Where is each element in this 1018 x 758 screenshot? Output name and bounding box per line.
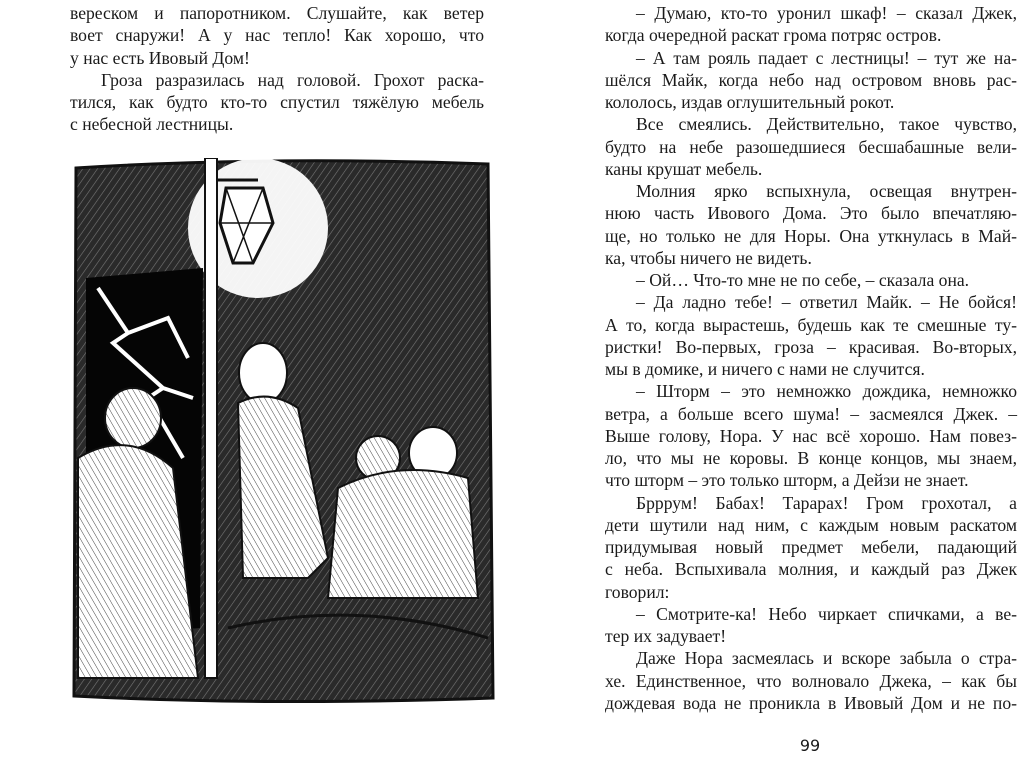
text-line: будто на небе разошедшиеся бесшабашные вели- — [605, 136, 1017, 157]
text-line: ристки! Во-первых, гроза – красивая. Во-вторых, — [605, 336, 1017, 357]
text-line: с небесной лестницы. — [70, 114, 234, 135]
lamp-post — [205, 158, 217, 678]
text-line: тился, как будто кто-то спустил тяжёлую мебель — [70, 92, 484, 112]
text-line: – Ой… Что-то мне не по себе, – сказала она. — [636, 270, 970, 290]
right-page-text — [605, 2, 1017, 714]
text-line: каны крушат мебель. — [605, 158, 763, 179]
text-line: Гроза разразилась над головой. Грохот раска- — [101, 69, 484, 90]
text-line: кололось, издав оглушительный рокот. — [605, 92, 895, 112]
text-line: говорил: — [605, 581, 670, 602]
text-line: воет снаружи! А у нас тепло! Как хорошо, что — [70, 25, 484, 46]
text-line: с неба. Вспыхивала молния, и каждый раз Джек — [605, 559, 1017, 580]
text-line: А то, когда вырастешь, будешь как те смешные ту- — [605, 314, 1017, 335]
text-line: нюю часть Ивового Дома. Это было впечатляю- — [605, 203, 1017, 224]
text-line: – Да ладно тебе! – ответил Майк. – Не бойся! — [636, 292, 1017, 313]
text-line: – Думаю, кто-то уронил шкаф! – сказал Джек, — [636, 3, 1017, 23]
page-number: 99 — [799, 736, 821, 755]
text-line: ще, но только не для Норы. Она уткнулась в Май- — [605, 225, 1017, 246]
text-line: дождевая вода не проникла в Ивовый Дом и не по- — [605, 692, 1017, 713]
text-line: ветра, а больше всего шума! – засмеялся Джек. – — [605, 403, 1017, 424]
text-line: дети шутили над ним, с каждым новым раскатом — [605, 514, 1017, 535]
text-line: – А там рояль падает с лестницы! – тут же на- — [636, 47, 1017, 68]
text-line: Брррум! Бабах! Тарарах! Гром грохотал, а — [636, 492, 1017, 513]
text-line: – Шторм – это немножко дождика, немножко — [636, 381, 1017, 402]
text-line: придумывая новый предмет мебели, падающий — [605, 537, 1017, 557]
text-line: вереском и папоротником. Слушайте, как ветер — [70, 3, 484, 23]
text-line: Выше голову, Нора. У нас всё хорошо. Нам повез- — [605, 425, 1017, 446]
text-line: когда очередной раскат грома потряс остров. — [605, 25, 942, 46]
text-line: хе. Единственное, что волновало Джека, – как бы — [605, 670, 1017, 691]
text-line: Все смеялись. Действительно, такое чувство, — [636, 114, 1017, 135]
storm-illustration — [68, 158, 496, 703]
text-line: Даже Нора засмеялась и вскоре забыла о стра- — [636, 648, 1017, 669]
text-line: тер их задувает! — [605, 626, 727, 646]
text-line: ло, что мы не коровы. В конце концов, мы знаем, — [605, 448, 1017, 468]
text-line: – Смотрите-ка! Небо чиркает спичками, а ве- — [636, 603, 1017, 624]
text-line: шёлся Майк, когда небо над островом вновь рас- — [605, 69, 1017, 90]
text-line: Молния ярко вспыхнула, освещая внутрен- — [636, 181, 1017, 201]
text-line: мы в домике, и ничего с нами не случится. — [605, 359, 925, 379]
text-line: что шторм – это только шторм, а Дейзи не знает. — [605, 470, 969, 491]
text-line: ка, чтобы ничего не видеть. — [605, 247, 812, 268]
left-page-text — [70, 2, 484, 136]
text-line: у нас есть Ивовый Дом! — [70, 47, 250, 68]
